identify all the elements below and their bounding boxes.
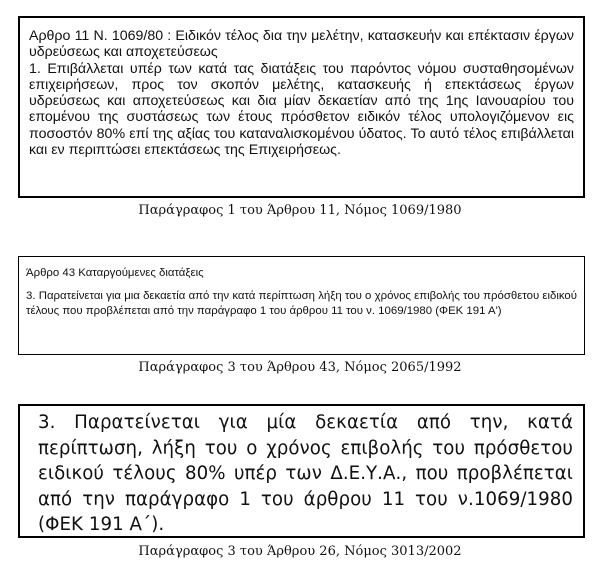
excerpt-body: 1. Επιβάλλεται υπέρ των κατά τας διατάξεις του παρόντος νόμου συσταθησομένων επιχειρήσεων, προς τον σκοπόν μελέτης, κατασκευής ή επεκτάσεως έργων υδρεύσεως και αποχετεύσεως και δια μίαν δεκαετίαν από της 1ης Ιανουαρίου του επομένου της συστάσεως των έτους πρόσθετον ειδικόν τέλος υπολογιζόμενον εις ποσοστόν 80% επί της αξίας του καταναλισκομένου ύδατος. Το αυτό τέλος επιβάλλεται και εν περιπτώσει επεκτάσεως της Επιχειρήσεως. [29,60,574,159]
excerpt-body: 3. Παρατείνεται για μια δεκαετία από την κατά περίπτωση λήξη του ο χρόνος επιβολής του πρόσθετου ειδικού τέλους που προβλέπεται από την παράγραφο 1 του άρθρου 11 του ν. 1069/1980 (ΦΕΚ 191 Α') [26,290,577,317]
law-excerpt-2065-1992 [18,256,585,355]
excerpt-body: 3. Παρατείνεται για μία δεκαετία από την, κατά περίπτωση, λήξη του ο χρόνος επιβολής του πρόσθετου ειδικού τέλους 80% υπέρ των Δ.Ε.Υ.Α., που προβλέπεται από την παράγραφο 1 του άρθρου 11 του ν.1069/1980 (ΦΕΚ 191 Α΄). [38,412,573,535]
law-excerpt-3013-2002 [18,404,585,538]
excerpt-caption: Παράγραφος 3 του Άρθρου 43, Νόμος 2065/1992 [138,360,462,375]
excerpt-heading: Αρθρο 11 Ν. 1069/80 : Ειδικόν τέλος δια την μελέτην, κατασκευήν και επέκτασιν έργων υδρεύσεως και αποχετεύσεως [29,28,574,61]
excerpt-caption: Παράγραφος 1 του Άρθρου 11, Νόμος 1069/1980 [138,203,462,218]
excerpt-heading: Άρθρο 43 Καταργούμενες διατάξεις [26,267,204,279]
excerpt-caption: Παράγραφος 3 του Άρθρου 26, Νόμος 3013/2002 [138,544,462,559]
law-excerpt-1069-1980 [18,16,585,198]
